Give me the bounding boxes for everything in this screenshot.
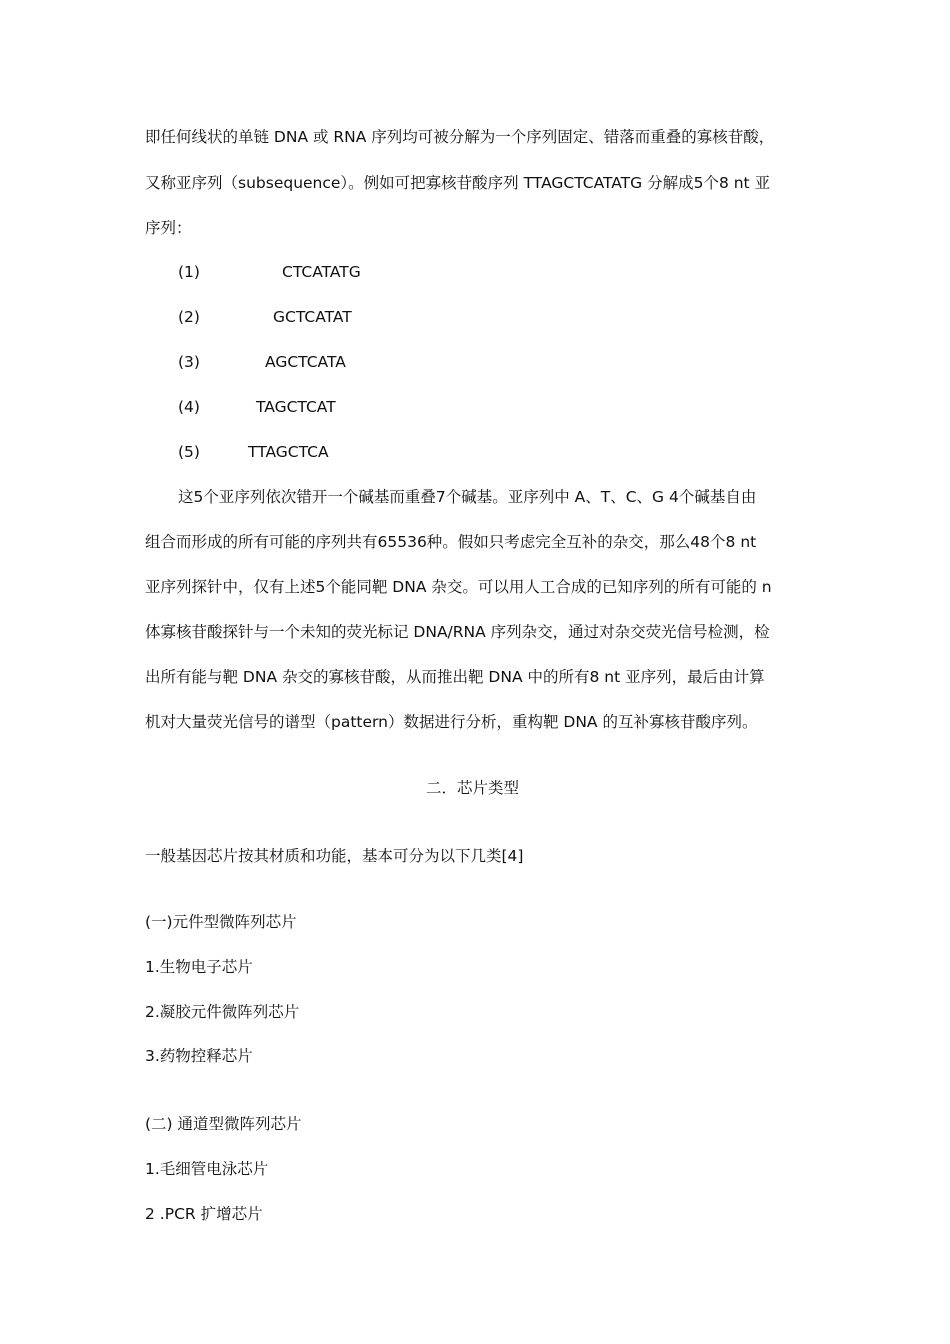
subsequence-number: (4) <box>178 398 200 416</box>
subsequence-value: CTCATATG <box>282 263 361 281</box>
list-item: 2 .PCR 扩增芯片 <box>145 1205 263 1223</box>
paragraph-line-1: 这5个亚序列依次错开一个碱基而重叠7个碱基。亚序列中 A、T、C、G 4个碱基自由 <box>178 488 757 506</box>
list-item: 2.凝胶元件微阵列芯片 <box>145 1003 300 1021</box>
section-intro: 一般基因芯片按其材质和功能，基本可分为以下几类[4] <box>145 847 524 865</box>
subsequence-number: (3) <box>178 353 200 371</box>
subsequence-value: AGCTCATA <box>265 353 346 371</box>
list-item: 1.生物电子芯片 <box>145 958 253 976</box>
subsequence-number: (2) <box>178 308 200 326</box>
paragraph-line-2: 组合而形成的所有可能的序列共有65536种。假如只考虑完全互补的杂交，那么48个8 nt <box>145 533 757 551</box>
subsequence-number: (5) <box>178 443 200 461</box>
intro-line-3: 序列： <box>145 219 192 237</box>
paragraph-line-5: 出所有能与靶 DNA 杂交的寡核苷酸，从而推出靶 DNA 中的所有8 nt 亚序列，最后由计算 <box>145 668 765 686</box>
list-item: 3.药物控释芯片 <box>145 1047 253 1065</box>
subsequence-value: TTAGCTCA <box>248 443 329 461</box>
group1-title: (一)元件型微阵列芯片 <box>145 913 297 931</box>
paragraph-line-4: 体寡核苷酸探针与一个未知的荧光标记 DNA/RNA 序列杂交，通过对杂交荧光信号检测，检 <box>145 623 770 641</box>
subsequence-value: TAGCTCAT <box>256 398 336 416</box>
subsequence-number: (1) <box>178 263 200 281</box>
section-heading: 二．芯片类型 <box>426 779 520 797</box>
intro-line-2: 又称亚序列（subsequence）。例如可把寡核苷酸序列 TTAGCTCATATG 分解成5个8 nt 亚 <box>145 174 771 192</box>
subsequence-value: GCTCATAT <box>273 308 352 326</box>
list-item: 1.毛细管电泳芯片 <box>145 1160 269 1178</box>
intro-line-1: 即任何线状的单链 DNA 或 RNA 序列均可被分解为一个序列固定、错落而重叠的寡核苷酸， <box>145 128 775 146</box>
paragraph-line-6: 机对大量荧光信号的谱型（pattern）数据进行分析，重构靶 DNA 的互补寡核苷酸序列。 <box>145 713 758 731</box>
paragraph-line-3: 亚序列探针中，仅有上述5个能同靶 DNA 杂交。可以用人工合成的已知序列的所有可能的 n <box>145 578 772 596</box>
group2-title: (二) 通道型微阵列芯片 <box>145 1115 302 1133</box>
